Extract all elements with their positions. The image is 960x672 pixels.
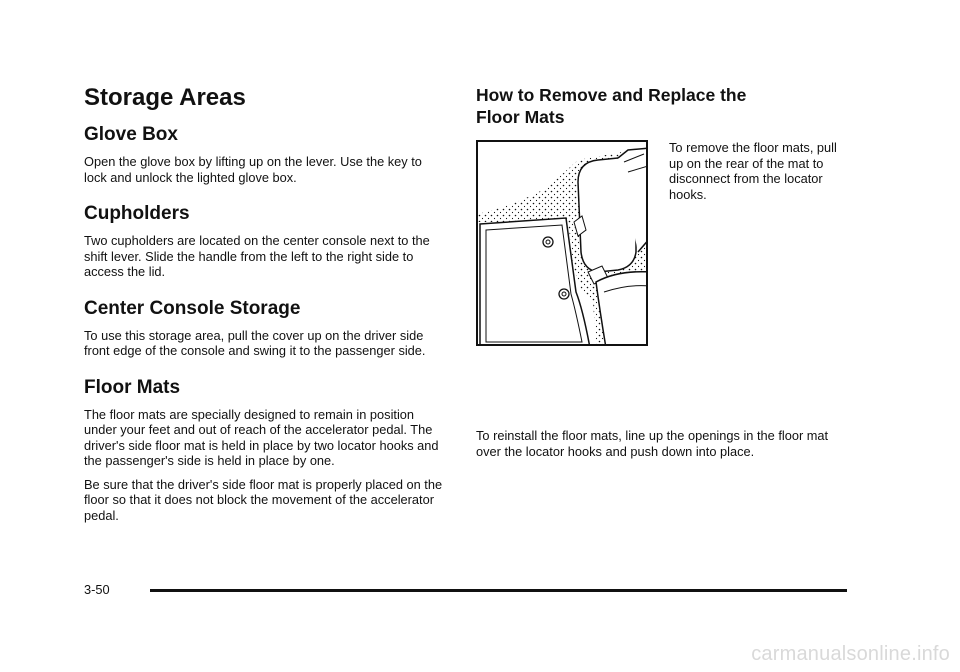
figure-row xyxy=(476,140,856,459)
section-heading-floor-mats: Floor Mats xyxy=(84,376,181,398)
right-section-heading xyxy=(476,84,856,128)
paragraph-cupholders-1: Two cupholders are located on the center console next to the shift lever. Slide the handle from the left to the right side to access the lid. xyxy=(84,233,430,279)
watermark: carmanualsonline.info xyxy=(751,643,950,665)
figure-caption xyxy=(669,140,849,210)
reinstall-paragraph: To reinstall the floor mats, line up the openings in the floor mat over the locator hooks and push down into place. xyxy=(476,428,829,459)
section-glove-box xyxy=(84,124,444,185)
paragraph-glove-box-1: Open the glove box by lifting up on the lever. Use the key to lock and unlock the lighted glove box. xyxy=(84,154,422,185)
section-heading-cupholders: Cupholders xyxy=(84,203,190,224)
right-heading-line-1: How to Remove and Replace the xyxy=(476,85,747,105)
section-floor-mats xyxy=(84,377,444,524)
paragraph-floor-mats-2: Be sure that the driver's side floor mat is properly placed on the floor so that it does not block the movement of the accelerator pedal. xyxy=(84,476,443,523)
section-cupholders xyxy=(84,203,444,280)
left-column xyxy=(84,84,444,541)
right-heading-line-2: Floor Mats xyxy=(476,107,565,127)
floor-mat-diagram-svg xyxy=(478,142,648,346)
section-heading-glove-box: Glove Box xyxy=(84,124,178,145)
paragraph-floor-mats-1: The floor mats are specially designed to remain in position under your feet and out of reach of the accelerator pedal. The driver's side floor mat is held in place by two locator hooks and the passenger's side is held in place by one. xyxy=(84,406,439,468)
section-center-console-storage xyxy=(84,298,444,359)
caption-text: To remove the floor mats, pull up on the rear of the mat to disconnect from the locator hooks. xyxy=(669,140,837,202)
footer-rule xyxy=(150,589,847,592)
floor-mat-illustration xyxy=(476,140,648,346)
page-number: 3-50 xyxy=(84,582,110,597)
paragraph-center-console-1: To use this storage area, pull the cover up on the driver side front edge of the console and swing it to the passenger side. xyxy=(84,327,426,358)
right-column xyxy=(476,84,856,459)
page-title: Storage Areas xyxy=(84,84,246,111)
reinstall-paragraph-wrapper xyxy=(476,428,836,467)
section-heading-center-console-storage: Center Console Storage xyxy=(84,297,301,319)
